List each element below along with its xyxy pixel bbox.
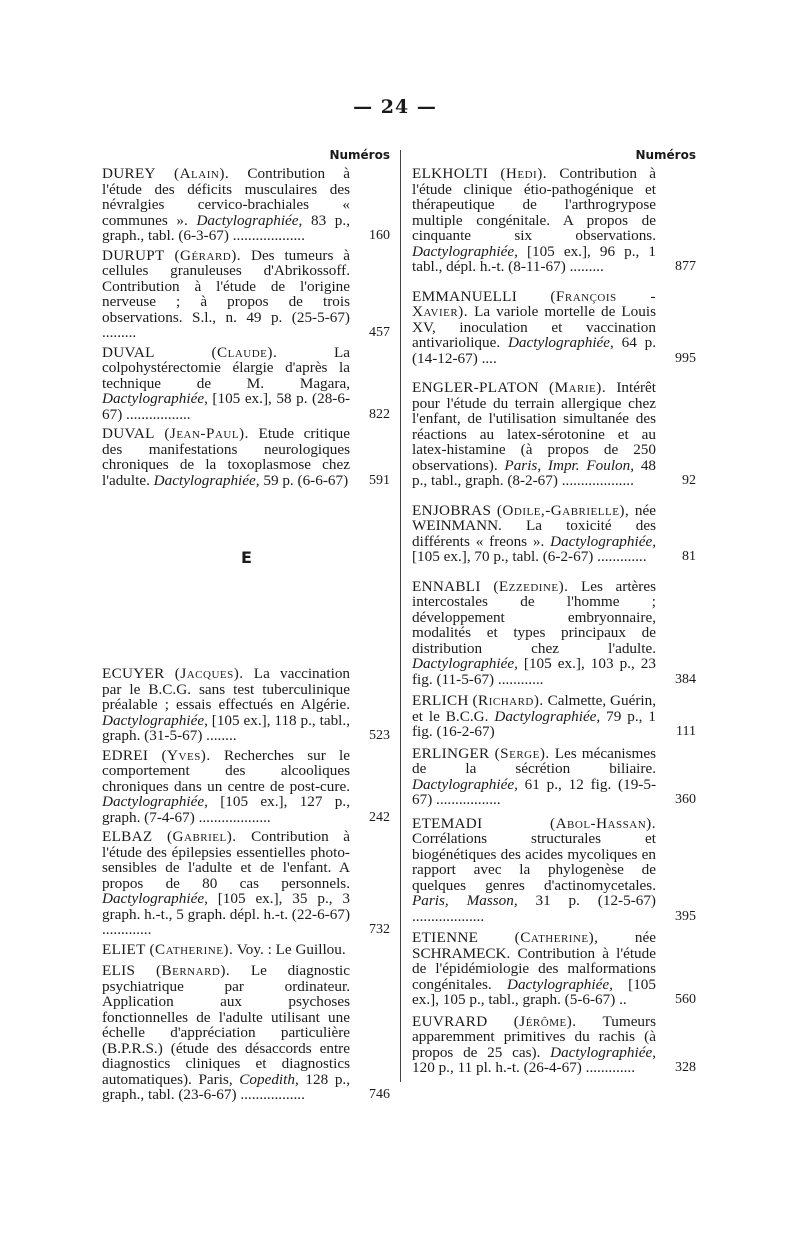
- entry-number: 746: [369, 1087, 390, 1102]
- entry-details: 31 p. (12-5-67) ...................: [412, 892, 656, 925]
- entry-details: [105 ex.], 96 p., 1 tabl., dépl. h.-t. (8-11-67) .........: [412, 242, 656, 275]
- bibliography-entry: [102, 748, 390, 826]
- entry-title: Des tumeurs à cellules granuleuses d'Abrikossoff. Contribution à l'étude de l'origine nerveuse ; à propos de trois observations. S.l., n. 49 p. (25-5-67) .........: [102, 246, 351, 341]
- entry-title: Le diagnostic psychiatrique par ordinateur. Application aux psychoses fonctionnelles de l'adulte utilisant une échelle d'appréciation particulière (B.P.R.S.) (étude des désaccords entre diagnostics cliniques et diagnostics automatiques). Paris,: [102, 962, 350, 1088]
- entry-number: 523: [369, 728, 390, 743]
- entry-publisher: Dactylographiée,: [102, 793, 208, 810]
- entry-author-given: (Marie).: [549, 379, 607, 396]
- entry-details: 48 p., tabl., graph. (8-2-67) ...................: [412, 456, 657, 489]
- bibliography-entry: [412, 166, 696, 275]
- entry-publisher: Dactylographiée,: [102, 390, 208, 407]
- bibliography-entry: [412, 930, 696, 1008]
- entry-number: 81: [682, 549, 696, 564]
- entry-title: Voy. :: [233, 940, 276, 958]
- entry-details: 64 p. (14-12-67) ....: [412, 334, 656, 367]
- entry-author-surname: ELBAZ: [102, 828, 153, 845]
- bibliography-entry: [412, 289, 696, 367]
- left-column: [102, 148, 390, 1103]
- entry-author-given: (Jérôme).: [513, 1012, 577, 1030]
- entry-number: 160: [369, 228, 390, 243]
- entry-author-given: (Alain).: [174, 165, 230, 182]
- entry-author-surname: EUVRARD: [412, 1012, 488, 1030]
- entry-author-given: (Serge).: [494, 744, 550, 762]
- entry-details: Le Guillou.: [275, 940, 346, 958]
- right-entries: [412, 166, 696, 1076]
- bibliography-entry: [412, 579, 696, 688]
- entry-details: [105 ex.], 127 p., graph. (7-4-67) ...................: [102, 793, 350, 826]
- entry-number: 328: [675, 1060, 696, 1075]
- bibliography-entry: [102, 248, 390, 341]
- entry-author-given: (Richard).: [472, 692, 544, 709]
- entry-author-surname: DURUPT: [102, 246, 165, 264]
- entry-publisher: Dactylographiée,: [153, 471, 260, 489]
- entry-publisher: Dactylographiée,: [550, 1043, 656, 1061]
- entry-number: 111: [676, 724, 696, 739]
- entry-author-surname: EMMANUELLI: [412, 287, 518, 305]
- entry-title: Tumeurs apparemment primitives du rachis (à propos de 25 cas).: [412, 1012, 656, 1061]
- bibliography-entry: [102, 963, 390, 1103]
- entry-author-surname: DUVAL: [102, 425, 155, 442]
- entry-author-given: (Catherine),: [514, 929, 599, 946]
- entry-publisher: Dactylographiée,: [550, 532, 656, 550]
- column-divider: [400, 150, 401, 1082]
- bibliography-entry: [102, 942, 390, 958]
- entry-author-surname: ELIS: [102, 962, 136, 979]
- page-number: — 24 —: [353, 96, 437, 118]
- bibliography-entry: [412, 746, 696, 808]
- entry-author-surname: ELKHOLTI: [412, 165, 489, 182]
- entry-author-given: (Abol-Hassan).: [550, 814, 656, 832]
- entry-author-surname: ECUYER: [102, 665, 165, 682]
- entry-number: 732: [369, 922, 390, 937]
- entry-publisher: Paris, Impr. Foulon,: [504, 456, 635, 474]
- entry-publisher: Dactylographiée,: [494, 707, 601, 725]
- entry-publisher: Dactylographiée,: [102, 890, 208, 907]
- entry-details: 120 p., 11 pl. h.-t. (26-4-67) .............: [412, 1059, 636, 1076]
- entry-details: [105 ex.], 70 p., tabl. (6-2-67) .............: [412, 548, 647, 565]
- entry-title: Les artères intercostales de l'homme ; développement embryonnaire, modalités et types principaux de distribution chez l'adulte.: [412, 577, 656, 657]
- entry-number: 560: [675, 992, 696, 1007]
- entry-author-surname: EDREI: [102, 746, 149, 764]
- column-header-left: Numéros: [329, 148, 390, 162]
- entry-author-given: (Jean-Paul).: [164, 425, 249, 442]
- bibliography-entry: [412, 503, 696, 565]
- entry-number: 360: [675, 792, 696, 807]
- bibliography-entry: [412, 380, 696, 489]
- entry-title: Contribution à l'étude des déficits musculaires des névralgies cervico-brachiales « communes ».: [102, 165, 350, 229]
- entry-title: née SCHRAMECK. Contribution à l'étude de l'épidémiologie des malformations congénitales.: [412, 929, 656, 993]
- entry-publisher: Dactylographiée,: [507, 334, 614, 351]
- entry-publisher: Dactylographiée,: [412, 775, 518, 793]
- entry-author-surname: ELIET: [102, 940, 146, 958]
- entry-title: La colpohystérectomie élargie d'après la technique de M. Magara,: [102, 343, 350, 392]
- entry-title: La variole mortelle de Louis XV, inoculation et vaccination antivariolique.: [412, 303, 656, 351]
- entry-author-given: (François - Xavier).: [412, 287, 656, 320]
- bibliography-entry: [412, 693, 696, 740]
- entry-number: 822: [369, 406, 390, 422]
- entry-author-given: (Gabriel).: [166, 828, 237, 845]
- entry-number: 92: [682, 473, 696, 488]
- entry-publisher: Copedith,: [239, 1070, 299, 1088]
- bibliography-entry: [412, 816, 696, 925]
- entry-author-surname: DUVAL: [102, 343, 155, 361]
- entry-publisher: Dactylographiée,: [412, 655, 518, 672]
- entry-title: Corrélations structurales et biogénétiques des acides mycoliques en rapport avec la phylogenèse de quelques genres d'actinomycetales.: [412, 830, 656, 894]
- entry-author-surname: ERLINGER: [412, 744, 490, 762]
- entry-author-surname: ERLICH: [412, 692, 469, 709]
- bibliography-entry: [102, 829, 390, 938]
- entry-number: 384: [675, 671, 696, 687]
- entry-author-given: (Odile,-Gabrielle),: [496, 501, 630, 519]
- entry-title: Les mécanismes de la sécrétion biliaire.: [412, 744, 657, 777]
- entry-publisher: Dactylographiée,: [412, 242, 518, 260]
- entry-details: [105 ex.], 118 p., tabl., graph. (31-5-67) ........: [102, 711, 350, 744]
- entry-title: Etude critique des manifestations neurologiques chroniques de la toxoplasmose chez l'adulte.: [102, 425, 351, 489]
- entry-details: [105 ex.], 35 p., 3 graph. h.-t., 5 graph. dépl. h.-t. (22-6-67) .............: [102, 890, 350, 938]
- left-entries-e: [102, 666, 390, 1103]
- column-header-right: Numéros: [635, 148, 696, 162]
- entry-number: 242: [369, 809, 390, 825]
- entry-author-surname: ETIENNE: [412, 929, 479, 946]
- bibliography-entry: [102, 666, 390, 744]
- entry-publisher: Paris, Masson,: [412, 892, 518, 909]
- entry-details: 61 p., 12 fig. (19-5-67) .................: [412, 775, 656, 808]
- section-letter: E: [241, 548, 252, 567]
- entry-title: La vaccination par le B.C.G. sans test tuberculinique préalable ; essais effectués en Algérie.: [102, 665, 351, 713]
- entry-details: [105 ex.], 58 p. (28-6-67) .................: [102, 390, 350, 423]
- entry-author-surname: ENJOBRAS: [412, 501, 492, 519]
- entry-title: née WEINMANN. La toxicité des différents « freons ».: [412, 501, 656, 550]
- entry-author-surname: ENNABLI: [412, 577, 481, 595]
- entry-author-surname: DUREY: [102, 165, 156, 182]
- entry-details: 83 p., graph., tabl. (6-3-67) ...................: [102, 211, 350, 244]
- entry-author-given: (Gérard).: [174, 246, 242, 264]
- entry-author-given: (Jacques).: [174, 665, 244, 682]
- entry-title: Recherches sur le comportement des alcooliques chroniques dans un centre de post-cure.: [102, 746, 351, 795]
- entry-author-given: (Hedi).: [500, 165, 548, 182]
- entry-publisher: Dactylographiée,: [102, 711, 208, 729]
- entry-details: 128 p., graph., tabl. (23-6-67) .................: [102, 1070, 350, 1103]
- entry-title: Calmette, Guérin, et le B.C.G.: [412, 692, 657, 725]
- entry-author-given: (Catherine).: [149, 940, 234, 958]
- entry-author-surname: ETEMADI: [412, 814, 483, 832]
- entry-title: Intérêt pour l'étude du terrain allergique chez l'enfant, de l'utilisation simultanée des réactions au latex-sérotonine et au latex-histamine (à propos de 250 observations).: [412, 379, 656, 474]
- right-column: [412, 148, 696, 1076]
- entry-author-given: (Yves).: [161, 746, 211, 764]
- bibliography-entry: [412, 1014, 696, 1076]
- entry-author-surname: ENGLER-PLATON: [412, 379, 539, 396]
- bibliography-entry: [102, 166, 390, 244]
- bibliography-entry: [102, 345, 390, 423]
- entry-details: [105 ex.], 105 p., tabl., graph. (5-6-67) ..: [412, 975, 656, 1008]
- entry-number: 591: [369, 472, 390, 488]
- entry-number: 395: [675, 908, 696, 924]
- entry-number: 877: [675, 259, 696, 274]
- entry-details: 79 p., 1 fig. (16-2-67): [412, 707, 657, 740]
- left-entries-d: [102, 166, 390, 488]
- entry-number: 995: [675, 350, 696, 366]
- entry-publisher: Dactylographiée,: [507, 975, 613, 993]
- entry-details: [105 ex.], 103 p., 23 fig. (11-5-67) ............: [412, 655, 656, 688]
- entry-title: Contribution à l'étude clinique étio-pathogénique et thérapeutique de l'arthrogrypose multiple congénitale. A propos de cinquante six observations.: [412, 165, 656, 244]
- entry-number: 457: [369, 325, 390, 340]
- bibliography-entry: [102, 426, 390, 488]
- entry-title: Contribution à l'étude des épilepsies essentielles photo-sensibles de l'adulte et de l'enfant. A propos de 80 cas personnels.: [102, 828, 350, 892]
- entry-author-given: (Bernard).: [155, 962, 231, 979]
- entry-publisher: Dactylographiée,: [196, 211, 303, 229]
- entry-author-given: (Ezzedine).: [493, 577, 569, 595]
- entry-author-given: (Claude).: [211, 343, 278, 361]
- entry-details: 59 p. (6-6-67): [259, 471, 349, 489]
